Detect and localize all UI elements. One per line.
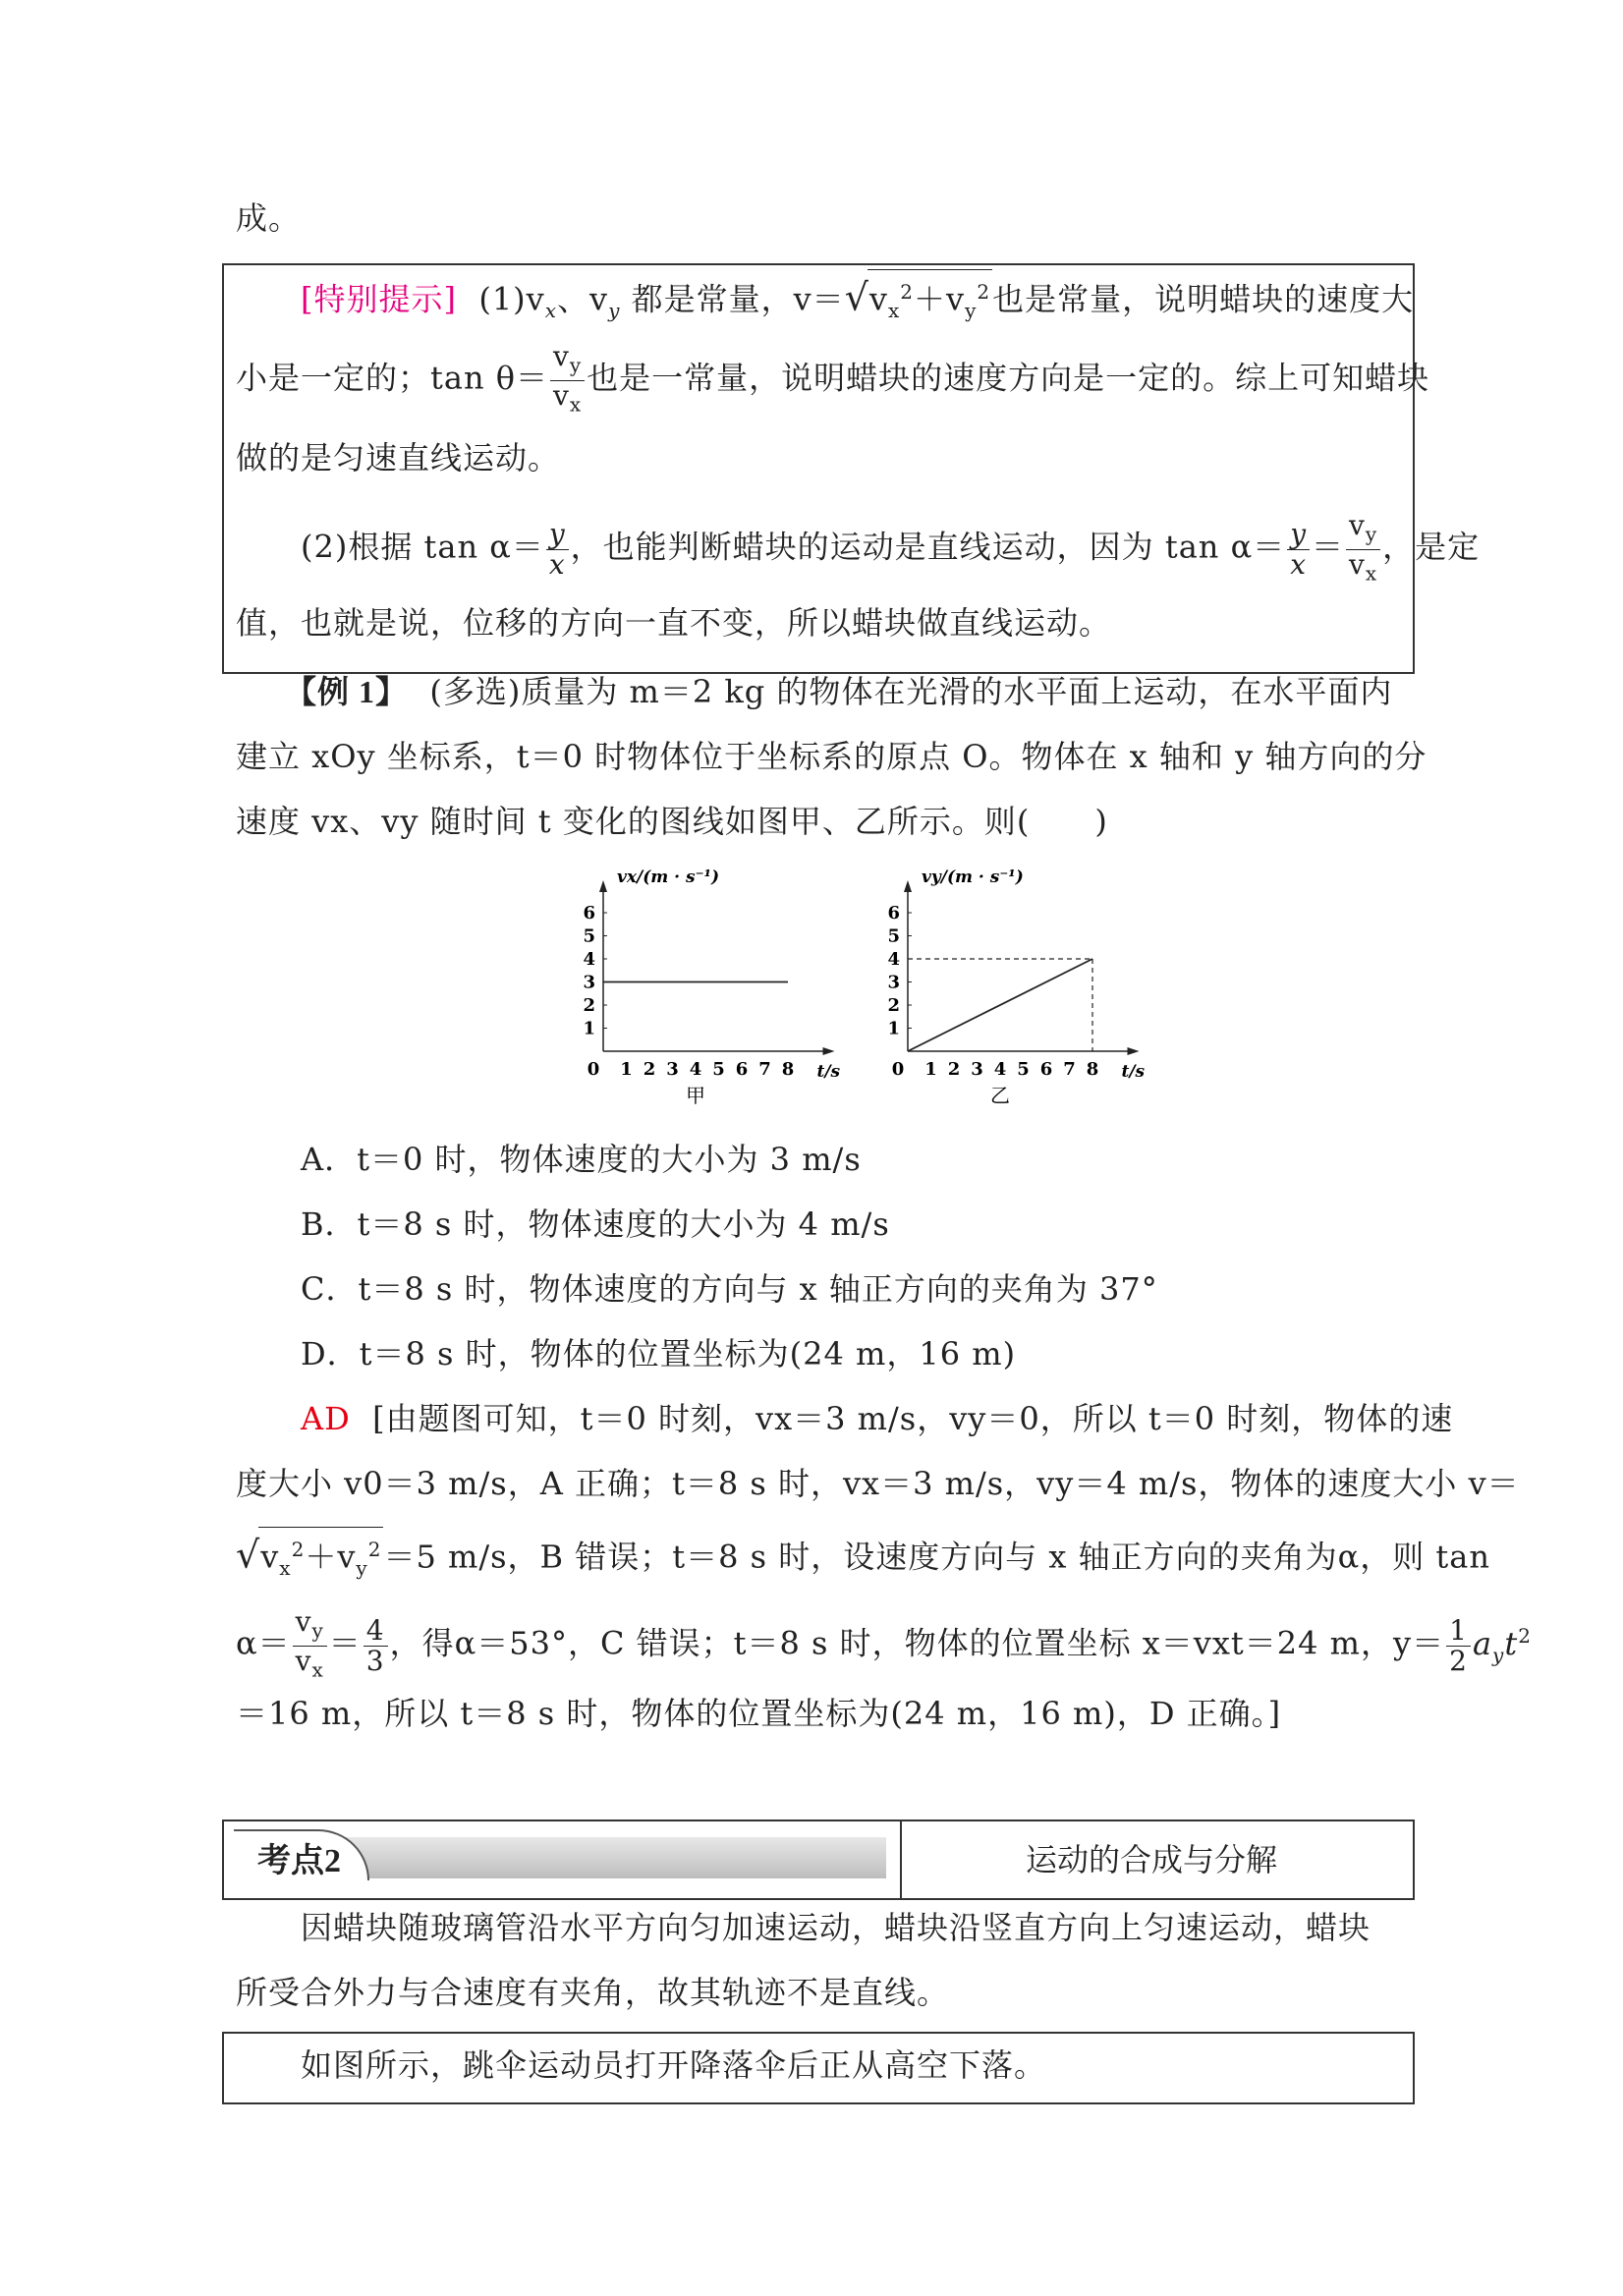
y-tick-label: 5 [887,925,900,947]
option-b: B．t＝8 s 时，物体速度的大小为 4 m/s [301,1205,890,1243]
chart-caption: 甲 [686,1084,705,1107]
y-tick-label: 4 [887,949,900,970]
special-p1-line2-a: 小是一定的；tan θ＝ [236,359,548,397]
x-tick-label: 2 [643,1059,656,1080]
x-axis-label: t/s [1121,1062,1146,1082]
example-line-1 [285,670,1392,713]
y-tick-label: 6 [583,903,595,924]
x-tick-label: 1 [620,1059,633,1080]
special-p2-c: ，是定 [1382,528,1481,566]
topic2-badge: 考点2 [257,1843,341,1879]
fraction-vy-vx-3: $\frac{v_y}{v_x}$ [293,1607,327,1684]
x-tick-label: 6 [1039,1059,1053,1080]
chart-caption: 乙 [990,1084,1010,1107]
fraction-y-x: $\frac{y}{x}$ [546,520,569,580]
option-a: A．t＝0 时，物体速度的大小为 3 m/s [301,1141,862,1178]
example-line1-text: (多选)质量为 m＝2 kg 的物体在光滑的水平面上运动，在水平面内 [429,673,1393,710]
sqrt-expression: $v_x^2+v_y^2$ [867,269,992,332]
answer-l4-text: ，得α＝53°，C 错误；t＝8 s 时，物体的位置坐标 x＝vxt＝24 m，y＝ [389,1624,1445,1662]
special-line-1: [特别提示] $(1)v_x$、$v_y$ 都是常量，$v=√v_x^2+v_y^2$也是常量，说明蜡块的速度大 [301,269,1414,332]
y-axis-arrow [599,880,607,892]
y-tick-label: 5 [583,925,595,947]
answer-line-4: α＝ $\frac{v_y}{v_x}$ ＝ $\frac{4}{3}$ ，得α＝53°，C 错误；t＝8 s 时，物体的位置坐标 x＝vxt＝24 m，y＝ $\frac{1}{2}$ $a_yt^2$ [236,1607,1532,1684]
y-axis-arrow [904,880,912,892]
sqrt-expression-2: $v_x^2+v_y^2$ [258,1527,383,1590]
x-tick-label: 1 [924,1059,937,1080]
y-tick-label: 2 [583,995,595,1016]
topic2-para-line-2: 所受合外力与合速度有夹角，故其轨迹不是直线。 [236,1974,950,2011]
x-tick-label: 8 [781,1059,795,1080]
special-p1-line2-b: 也是一常量，说明蜡块的速度方向是一定的。综上可知蜡块 [587,359,1430,397]
special-line-2 [236,342,1429,419]
x-tick-label: 5 [712,1059,725,1080]
x-tick-label: 3 [971,1059,983,1080]
series-line [908,959,1092,1051]
example-label: 【例 1】 [285,674,409,709]
top-line: 成。 [236,199,302,237]
x-axis-arrow [1128,1047,1140,1055]
x-tick-label: 3 [666,1059,679,1080]
answer-line-3: $√v_x^2+v_y^2=5$ m/s，B 错误；t＝8 s 时，设速度方向与 x 轴正方向的夹角为α，则 tan [236,1527,1490,1590]
chart-yi [865,865,1149,1110]
special-line-3: 做的是匀速直线运动。 [236,439,561,476]
answer-l1-text: [由题图可知，t＝0 时刻，vx＝3 m/s，vy＝0，所以 t＝0 时刻，物体的速 [372,1400,1454,1437]
y-tick-label: 2 [887,995,900,1016]
fraction-vy-vx-2: $\frac{v_y}{v_x}$ [1346,511,1380,588]
answer-line-5: ＝16 m，所以 t＝8 s 时，物体的位置坐标为(24 m，16 m)，D 正确。] [236,1695,1282,1732]
y-tick-label: 3 [583,972,595,993]
x-tick-label: 0 [587,1059,600,1080]
topic2-box-text: 如图所示，跳伞运动员打开降落伞后正从高空下落。 [301,2046,1047,2084]
topic2-para-line-1: 因蜡块随玻璃管沿水平方向匀加速运动，蜡块沿竖直方向上匀速运动，蜡块 [301,1909,1371,1946]
x-tick-label: 6 [735,1059,749,1080]
fraction-1-2: $\frac{1}{2}$ [1446,1616,1471,1676]
answer-l3-text: ＝5 m/s，B 错误；t＝8 s 时，设速度方向与 x 轴正方向的夹角为α，则 tan [383,1538,1490,1576]
x-tick-label: 4 [993,1059,1007,1080]
fraction-vy-vx: $\frac{v_y}{v_x}$ [550,342,585,419]
special-line-5: 值，也就是说，位移的方向一直不变，所以蜡块做直线运动。 [236,604,1112,642]
x-tick-label: 7 [1063,1059,1076,1080]
answer-line-2: 度大小 v0＝3 m/s，A 正确；t＝8 s 时，vx＝3 m/s，vy＝4 m/s，物体的速度大小 v＝ [236,1465,1520,1502]
chart-jia [560,865,845,1110]
x-tick-label: 5 [1017,1059,1030,1080]
special-p1-c: 也是常量，说明蜡块的速度大 [992,280,1415,318]
x-tick-label: 8 [1086,1059,1099,1080]
y-axis-label: vx/(m · s⁻¹) [617,868,720,887]
special-p2-b: ，也能判断蜡块的运动是直线运动，因为 tan α＝ [570,528,1286,566]
option-d: D．t＝8 s 时，物体的位置坐标为(24 m，16 m) [301,1335,1017,1372]
y-axis-label: vy/(m · s⁻¹) [922,868,1024,887]
x-tick-label: 4 [689,1059,702,1080]
answer-key: AD [301,1400,351,1437]
x-tick-label: 2 [947,1059,961,1080]
x-tick-label: 7 [758,1059,771,1080]
special-tag: [特别提示] [301,280,457,318]
special-p1-a: (1)v [478,280,545,318]
y-tick-label: 3 [887,972,900,993]
special-p2-a: (2)根据 tan α＝ [301,528,544,566]
topic2-divider [900,1820,902,1898]
example-line-3: 速度 vx、vy 随时间 t 变化的图线如图甲、乙所示。则( ) [236,803,1108,840]
y-tick-label: 4 [583,949,595,970]
special-p1-a2: 、v [557,280,609,318]
fraction-y-x-2: $\frac{y}{x}$ [1287,520,1310,580]
x-axis-label: t/s [816,1062,841,1082]
special-line-4: (2)根据 tan α＝ $\frac{y}{x}$ ，也能判断蜡块的运动是直线运动，因为 tan α＝ $\frac{y}{x}$ ＝ $\frac{v_y}{v_x}$ ，是定 [301,511,1480,588]
example-line-2: 建立 xOy 坐标系，t＝0 时物体位于坐标系的原点 O。物体在 x 轴和 y 轴方向的分 [236,738,1427,775]
y-tick-label: 6 [887,903,900,924]
special-p1-b: 都是常量，v＝ [631,280,845,318]
x-tick-label: 0 [891,1059,905,1080]
y-tick-label: 1 [583,1018,595,1039]
x-axis-arrow [823,1047,835,1055]
option-c: C．t＝8 s 时，物体速度的方向与 x 轴正方向的夹角为 37° [301,1270,1158,1308]
fraction-4-3: $\frac{4}{3}$ [364,1616,388,1676]
topic2-title: 运动的合成与分解 [1026,1842,1278,1877]
y-tick-label: 1 [887,1018,900,1039]
answer-line-1 [301,1397,1453,1440]
